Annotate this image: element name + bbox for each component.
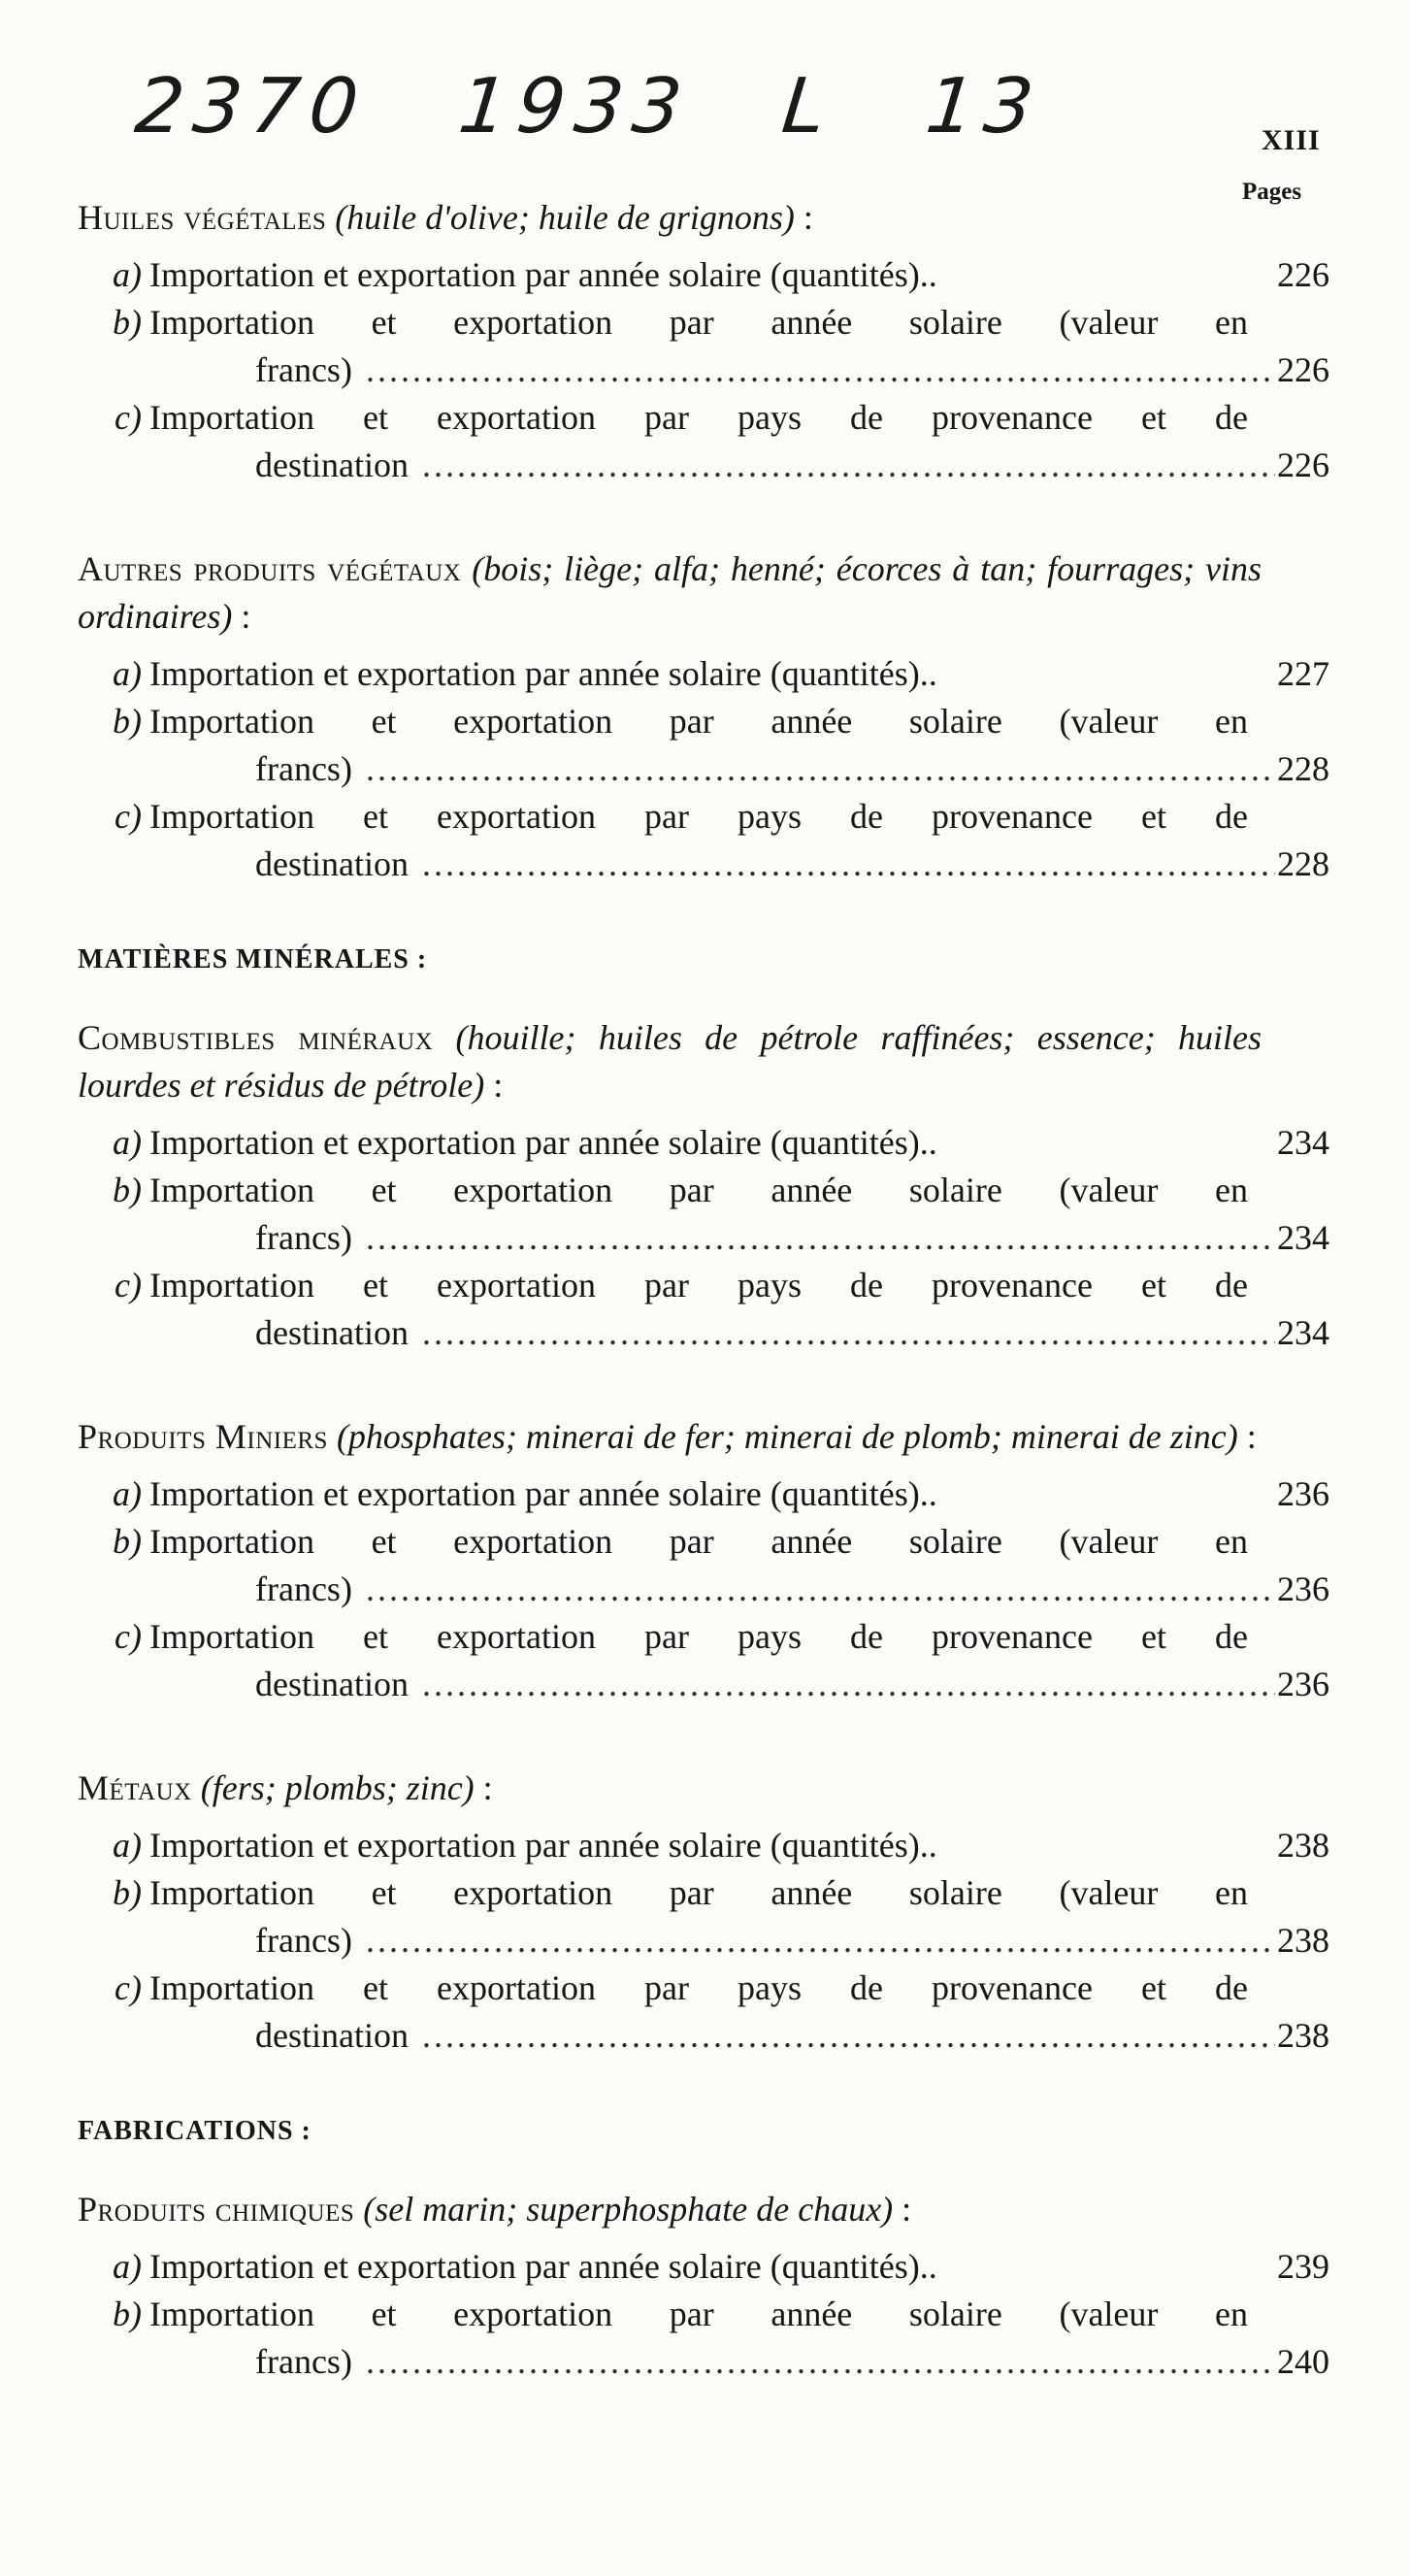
entry-letter: c) (115, 398, 142, 437)
entry-text: Importation et exportation par année solaire (quantités).. (149, 2247, 937, 2286)
section-heading-scope: (bois; liège; alfa; henné; écorces à tan; fourrages; vins ordinaires) (78, 549, 1262, 636)
vegetal-block (78, 194, 1329, 888)
entry-text: Importation et exportation par année solaire (quantités).. (149, 1123, 937, 1162)
entry-text-continuation: francs) (255, 1569, 352, 1608)
toc-section (78, 1765, 1329, 2060)
entry-page-number: 240 (1277, 2342, 1329, 2381)
toc-entry (78, 2291, 1329, 2386)
group-title-minerales: MATIÈRES MINÉRALES : (78, 944, 428, 974)
entry-line (78, 650, 1329, 698)
section-heading-title: Combustibles minéraux (78, 1018, 434, 1057)
entry-text-continuation: destination (255, 2016, 409, 2055)
section-heading-suffix: : (893, 2190, 912, 2229)
entry-text-continuation: francs) (255, 1218, 352, 1257)
section-heading-title: Produits Miniers (78, 1417, 328, 1456)
section-heading-suffix: : (232, 597, 251, 636)
entry-page-number: 238 (1277, 1826, 1329, 1865)
entry-line (78, 1822, 1329, 1869)
entry-letter: b) (113, 303, 142, 342)
entry-letter: b) (113, 702, 142, 741)
section-heading (78, 2186, 1329, 2233)
entry-line (78, 1470, 1329, 1518)
entry-text-continuation: francs) (255, 2342, 352, 2381)
entry-page-number: 239 (1277, 2247, 1329, 2286)
entry-continuation (78, 1214, 1329, 1262)
toc-entry (78, 1613, 1329, 1708)
entry-line (78, 2243, 1329, 2291)
dot-leader (366, 2338, 1275, 2386)
toc-entry (78, 1470, 1329, 1518)
section-heading-scope: (fers; plombs; zinc) (200, 1768, 475, 1807)
toc-entry (78, 1119, 1329, 1167)
entry-letter: c) (115, 1968, 142, 2007)
entry-text-continuation: francs) (255, 350, 352, 389)
entry-text: Importation et exportation par pays de provenance et de (149, 797, 1248, 836)
entry-text: Importation et exportation par pays de provenance et de (149, 398, 1248, 437)
toc-entry (78, 1167, 1329, 1262)
section-heading-title: Métaux (78, 1768, 192, 1807)
dot-leader (366, 745, 1275, 793)
section-heading (78, 194, 1329, 242)
dot-leader (366, 1566, 1275, 1613)
toc-entry (78, 1518, 1329, 1613)
entry-page-number: 227 (1277, 654, 1329, 693)
entry-continuation (78, 745, 1329, 793)
page-number: XIII (1262, 124, 1321, 156)
toc-entry (78, 394, 1329, 489)
entry-text-continuation: destination (255, 1313, 409, 1352)
dot-leader (422, 2012, 1275, 2060)
entry-text: Importation et exportation par année solaire (quantités).. (149, 1826, 937, 1865)
entry-letter: a) (113, 654, 142, 693)
toc-entry (78, 1869, 1329, 1965)
entry-letter: a) (113, 1123, 142, 1162)
entry-first-line (78, 793, 1329, 841)
entry-letter: b) (113, 1522, 142, 1561)
entry-page-number: 234 (1277, 1313, 1329, 1352)
entry-text: Importation et exportation par année solaire (valeur en (149, 1522, 1248, 1561)
group-title-fabrications: FABRICATIONS : (78, 2116, 312, 2146)
entry-continuation (78, 1309, 1329, 1357)
dot-leader (422, 841, 1275, 888)
section-heading-scope: (phosphates; minerai de fer; minerai de plomb; minerai de zinc) (336, 1417, 1238, 1456)
dot-leader (366, 1917, 1275, 1965)
toc-section (78, 545, 1329, 888)
toc-entry (78, 650, 1329, 698)
entry-page-number: 234 (1277, 1218, 1329, 1257)
entry-text-continuation: francs) (255, 1921, 352, 1960)
entry-text: Importation et exportation par pays de provenance et de (149, 1617, 1248, 1656)
toc-entry (78, 1262, 1329, 1357)
entry-first-line (78, 2291, 1329, 2338)
entry-text: Importation et exportation par année solaire (quantités).. (149, 1474, 937, 1513)
entry-letter: c) (115, 1266, 142, 1305)
toc-section (78, 1014, 1329, 1357)
section-heading (78, 1413, 1329, 1461)
entry-text: Importation et exportation par année solaire (valeur en (149, 303, 1248, 342)
entry-text: Importation et exportation par année solaire (quantités).. (149, 654, 937, 693)
section-heading-scope: (huile d'olive; huile de grignons) (335, 198, 795, 237)
entry-first-line (78, 1613, 1329, 1661)
toc-section (78, 2186, 1329, 2386)
entry-letter: b) (113, 2295, 142, 2333)
entry-first-line (78, 1518, 1329, 1566)
dot-leader (366, 347, 1275, 394)
entry-letter: b) (113, 1873, 142, 1912)
section-heading-title: Autres produits végétaux (78, 549, 462, 588)
section-heading-suffix: : (474, 1768, 493, 1807)
entry-page-number: 238 (1277, 2016, 1329, 2055)
entry-continuation (78, 442, 1329, 489)
entry-letter: a) (113, 1826, 142, 1865)
toc-entry (78, 1965, 1329, 2060)
toc-section (78, 194, 1329, 489)
entry-page-number: 238 (1277, 1921, 1329, 1960)
entry-letter: c) (115, 797, 142, 836)
entry-first-line (78, 394, 1329, 442)
toc-section (78, 1413, 1329, 1708)
entry-text-continuation: francs) (255, 749, 352, 788)
toc-entry (78, 299, 1329, 394)
entry-letter: a) (113, 2247, 142, 2286)
entry-page-number: 228 (1277, 749, 1329, 788)
toc-entry (78, 793, 1329, 888)
entry-continuation (78, 2012, 1329, 2060)
entry-letter: a) (113, 255, 142, 294)
section-heading-suffix: : (794, 198, 813, 237)
dot-leader (422, 1661, 1275, 1708)
section-heading-scope: (sel marin; superphosphate de chaux) (363, 2190, 894, 2229)
section-heading-suffix: : (484, 1066, 504, 1105)
entry-text-continuation: destination (255, 446, 409, 484)
section-heading-title: Produits chimiques (78, 2190, 355, 2229)
entry-page-number: 236 (1277, 1474, 1329, 1513)
toc-entry (78, 1822, 1329, 1869)
entry-first-line (78, 698, 1329, 745)
entry-first-line (78, 1167, 1329, 1214)
section-heading-scope: (houille; huiles de pétrole raffinées; essence; huiles lourdes et résidus de pétrole) (78, 1018, 1262, 1105)
entry-page-number: 236 (1277, 1665, 1329, 1703)
fabrications-block (78, 2186, 1329, 2386)
entry-text-continuation: destination (255, 1665, 409, 1703)
entry-continuation (78, 2338, 1329, 2386)
entry-text: Importation et exportation par année solaire (quantités).. (149, 255, 937, 294)
dot-leader (422, 442, 1275, 489)
dot-leader (422, 1309, 1275, 1357)
pages-column-header: Pages (1242, 179, 1302, 205)
table-of-contents (78, 194, 1329, 2442)
mineral-block (78, 1014, 1329, 2060)
entry-continuation (78, 1917, 1329, 1965)
toc-entry (78, 698, 1329, 793)
entry-text-continuation: destination (255, 844, 409, 883)
entry-text: Importation et exportation par année solaire (valeur en (149, 2295, 1248, 2333)
entry-page-number: 226 (1277, 446, 1329, 484)
entry-first-line (78, 1262, 1329, 1309)
entry-first-line (78, 1869, 1329, 1917)
entry-page-number: 226 (1277, 350, 1329, 389)
entry-continuation (78, 1566, 1329, 1613)
toc-entry (78, 2243, 1329, 2291)
section-heading (78, 545, 1329, 641)
entry-first-line (78, 299, 1329, 347)
entry-continuation (78, 347, 1329, 394)
entry-text: Importation et exportation par pays de provenance et de (149, 1266, 1248, 1305)
entry-text: Importation et exportation par année solaire (valeur en (149, 702, 1248, 741)
handwritten-note: 2370 1933 L 13 (131, 63, 1047, 150)
entry-letter: b) (113, 1171, 142, 1209)
entry-text: Importation et exportation par année solaire (valeur en (149, 1873, 1248, 1912)
entry-letter: a) (113, 1474, 142, 1513)
entry-continuation (78, 841, 1329, 888)
dot-leader (366, 1214, 1275, 1262)
section-heading-title: Huiles végétales (78, 198, 327, 237)
entry-page-number: 226 (1277, 255, 1329, 294)
entry-page-number: 234 (1277, 1123, 1329, 1162)
entry-text: Importation et exportation par année solaire (valeur en (149, 1171, 1248, 1209)
entry-letter: c) (115, 1617, 142, 1656)
entry-first-line (78, 1965, 1329, 2012)
entry-continuation (78, 1661, 1329, 1708)
entry-page-number: 236 (1277, 1569, 1329, 1608)
toc-entry (78, 251, 1329, 299)
section-heading-suffix: : (1237, 1417, 1257, 1456)
entry-line (78, 251, 1329, 299)
entry-text: Importation et exportation par pays de provenance et de (149, 1968, 1248, 2007)
entry-line (78, 1119, 1329, 1167)
entry-page-number: 228 (1277, 844, 1329, 883)
section-heading (78, 1765, 1329, 1812)
section-heading (78, 1014, 1329, 1109)
